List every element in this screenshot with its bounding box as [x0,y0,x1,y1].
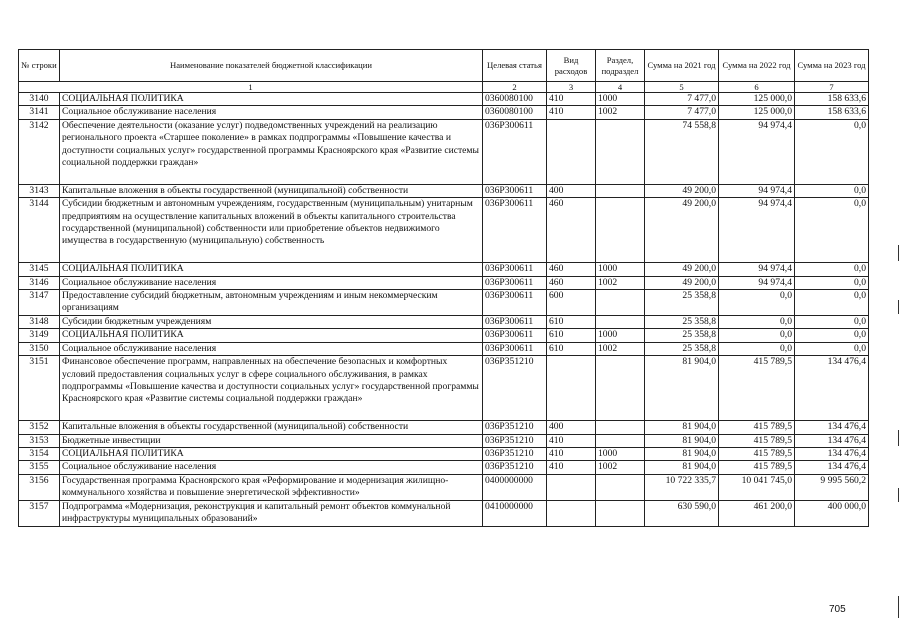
sum-2022: 0,0 [719,290,795,316]
target-article: 036P300611 [483,342,547,355]
sum-2021: 81 904,0 [645,356,719,421]
table-row [19,263,869,276]
sum-2022: 415 789,5 [719,434,795,447]
expense-type: 460 [547,276,596,289]
target-article: 036P351210 [483,448,547,461]
sum-2022: 94 974,4 [719,276,795,289]
row-name: Предоставление субсидий бюджетным, автономным учреждениям и иным некоммерческим организациям [60,290,483,316]
row-name: Подпрограмма «Модернизация, реконструкция и капитальный ремонт объектов коммунальной инфраструктуры муниципальных образований» [60,500,483,526]
table-row [19,316,869,329]
section-subsection [596,198,645,263]
scan-edge-mark [898,430,899,446]
expense-type [547,500,596,526]
row-number: 3148 [19,316,60,329]
target-article: 0400000000 [483,474,547,500]
sum-2023: 0,0 [795,119,869,184]
sum-2023: 0,0 [795,342,869,355]
scan-edge-mark [898,596,899,618]
target-article: 036P300611 [483,119,547,184]
sum-2022: 0,0 [719,329,795,342]
row-number: 3146 [19,276,60,289]
row-name: СОЦИАЛЬНАЯ ПОЛИТИКА [60,329,483,342]
expense-type: 400 [547,184,596,197]
expense-type: 610 [547,329,596,342]
table-row [19,184,869,197]
table-row [19,329,869,342]
sum-2021: 49 200,0 [645,276,719,289]
header-name: Наименование показателей бюджетной классификации [60,50,483,82]
expense-type: 460 [547,198,596,263]
row-number: 3150 [19,342,60,355]
row-number: 3153 [19,434,60,447]
header-sum-2022: Сумма на 2022 год [719,50,795,82]
row-name: Социальное обслуживание населения [60,342,483,355]
section-subsection [596,421,645,434]
target-article: 036P300611 [483,290,547,316]
header-vid: Вид расходов [547,50,596,82]
sum-2022: 415 789,5 [719,448,795,461]
target-article: 0360080100 [483,106,547,119]
section-subsection [596,316,645,329]
row-name: Капитальные вложения в объекты государственной (муниципальной) собственности [60,184,483,197]
expense-type [547,474,596,500]
header-row [19,50,869,82]
table-row [19,106,869,119]
column-number: 3 [547,82,596,93]
section-subsection [596,474,645,500]
table-row [19,434,869,447]
expense-type [547,356,596,421]
sum-2021: 81 904,0 [645,448,719,461]
section-subsection: 1000 [596,93,645,106]
expense-type: 410 [547,434,596,447]
target-article: 036P351210 [483,434,547,447]
target-article: 036P300611 [483,329,547,342]
sum-2021: 10 722 335,7 [645,474,719,500]
target-article: 0410000000 [483,500,547,526]
row-name: СОЦИАЛЬНАЯ ПОЛИТИКА [60,448,483,461]
table-row [19,461,869,474]
header-sum-2021: Сумма на 2021 год [645,50,719,82]
row-name: Бюджетные инвестиции [60,434,483,447]
sum-2023: 0,0 [795,184,869,197]
row-name: Субсидии бюджетным учреждениям [60,316,483,329]
row-number: 3142 [19,119,60,184]
section-subsection [596,184,645,197]
expense-type: 400 [547,421,596,434]
section-subsection: 1000 [596,263,645,276]
target-article: 0360080100 [483,93,547,106]
sum-2022: 0,0 [719,342,795,355]
row-number: 3143 [19,184,60,197]
section-subsection [596,434,645,447]
sum-2021: 7 477,0 [645,93,719,106]
table-row [19,290,869,316]
row-name: Капитальные вложения в объекты государственной (муниципальной) собственности [60,421,483,434]
sum-2021: 49 200,0 [645,184,719,197]
column-number: 4 [596,82,645,93]
sum-2021: 74 558,8 [645,119,719,184]
expense-type: 410 [547,106,596,119]
target-article: 036P351210 [483,421,547,434]
column-number: 7 [795,82,869,93]
sum-2021: 25 358,8 [645,290,719,316]
target-article: 036P300611 [483,198,547,263]
row-number: 3147 [19,290,60,316]
row-number: 3157 [19,500,60,526]
sum-2023: 134 476,4 [795,448,869,461]
row-name: Обеспечение деятельности (оказание услуг) подведомственных учреждений на реализацию регионального проекта «Старшее поколение» в рамках подпрограммы «Повышение качества и доступности социальных услуг» государственной программы Красноярского края «Развитие системы социальной поддержки граждан» [60,119,483,184]
table-body [19,93,869,527]
table-row [19,119,869,184]
row-number: 3154 [19,448,60,461]
sum-2022: 415 789,5 [719,421,795,434]
expense-type: 460 [547,263,596,276]
row-number: 3155 [19,461,60,474]
target-article: 036P351210 [483,356,547,421]
section-subsection: 1002 [596,342,645,355]
sum-2021: 49 200,0 [645,263,719,276]
table-row [19,474,869,500]
column-number: 5 [645,82,719,93]
row-number: 3145 [19,263,60,276]
sum-2023: 0,0 [795,290,869,316]
row-name: Субсидии бюджетным и автономным учреждениям, государственным (муниципальным) унитарным предприятиям на осуществление капитальных вложений в объекты капитального строительства государственной (муниципальной) собственности или приобретение объектов недвижимого имущества в государственную (муниципальную) собственность [60,198,483,263]
sum-2021: 25 358,8 [645,329,719,342]
section-subsection: 1000 [596,448,645,461]
sum-2022: 125 000,0 [719,93,795,106]
scan-edge-mark [898,245,899,261]
sum-2023: 0,0 [795,276,869,289]
table-row [19,198,869,263]
section-subsection: 1002 [596,276,645,289]
row-name: Социальное обслуживание населения [60,106,483,119]
scan-edge-mark [898,300,899,314]
column-number: 1 [19,82,483,93]
sum-2022: 125 000,0 [719,106,795,119]
column-number: 2 [483,82,547,93]
header-razd: Раздел, подраздел [596,50,645,82]
sum-2023: 9 995 560,2 [795,474,869,500]
target-article: 036P300611 [483,263,547,276]
sum-2023: 0,0 [795,263,869,276]
section-subsection [596,356,645,421]
row-name: Социальное обслуживание населения [60,461,483,474]
sum-2021: 81 904,0 [645,434,719,447]
row-name: СОЦИАЛЬНАЯ ПОЛИТИКА [60,263,483,276]
sum-2023: 134 476,4 [795,434,869,447]
header-code: Целевая статья [483,50,547,82]
table-row [19,276,869,289]
table-row [19,356,869,421]
sum-2021: 81 904,0 [645,461,719,474]
row-name: Социальное обслуживание населения [60,276,483,289]
section-subsection: 1000 [596,329,645,342]
column-number-row [19,82,869,93]
sum-2022: 94 974,4 [719,184,795,197]
section-subsection: 1002 [596,461,645,474]
row-number: 3156 [19,474,60,500]
sum-2022: 415 789,5 [719,356,795,421]
row-number: 3140 [19,93,60,106]
sum-2022: 10 041 745,0 [719,474,795,500]
expense-type: 610 [547,316,596,329]
sum-2023: 134 476,4 [795,461,869,474]
section-subsection [596,119,645,184]
row-number: 3144 [19,198,60,263]
expense-type: 600 [547,290,596,316]
sum-2023: 158 633,6 [795,93,869,106]
row-name: Государственная программа Красноярского края «Реформирование и модернизация жилищно-коммунального хозяйства и повышение энергетической эффективности» [60,474,483,500]
target-article: 036P300611 [483,184,547,197]
sum-2021: 630 590,0 [645,500,719,526]
sum-2021: 49 200,0 [645,198,719,263]
table-row [19,93,869,106]
sum-2023: 134 476,4 [795,421,869,434]
row-number: 3152 [19,421,60,434]
sum-2021: 25 358,8 [645,342,719,355]
sum-2023: 0,0 [795,198,869,263]
sum-2023: 0,0 [795,329,869,342]
sum-2022: 94 974,4 [719,263,795,276]
row-name: СОЦИАЛЬНАЯ ПОЛИТИКА [60,93,483,106]
sum-2023: 134 476,4 [795,356,869,421]
sum-2023: 400 000,0 [795,500,869,526]
table-row [19,342,869,355]
expense-type: 410 [547,93,596,106]
section-subsection [596,290,645,316]
section-subsection: 1002 [596,106,645,119]
sum-2022: 94 974,4 [719,198,795,263]
table-row [19,421,869,434]
sum-2022: 0,0 [719,316,795,329]
sum-2021: 25 358,8 [645,316,719,329]
column-number: 6 [719,82,795,93]
target-article: 036P300611 [483,276,547,289]
sum-2022: 94 974,4 [719,119,795,184]
sum-2022: 415 789,5 [719,461,795,474]
budget-table [18,49,869,527]
row-number: 3149 [19,329,60,342]
sum-2023: 0,0 [795,316,869,329]
sum-2021: 7 477,0 [645,106,719,119]
header-sum-2023: Сумма на 2023 год [795,50,869,82]
sum-2021: 81 904,0 [645,421,719,434]
page-number: 705 [829,604,846,615]
table-row [19,500,869,526]
row-number: 3141 [19,106,60,119]
sum-2023: 158 633,6 [795,106,869,119]
sum-2022: 461 200,0 [719,500,795,526]
expense-type: 410 [547,461,596,474]
row-name: Финансовое обеспечение программ, направленных на обеспечение безопасных и комфортных условий предоставления социальных услуг в сфере социального обслуживания, в рамках подпрограммы «Повышение качества и доступности социальных услуг» государственной программы Красноярского края «Развитие системы социальной поддержки граждан» [60,356,483,421]
scan-edge-mark [898,488,899,502]
table-row [19,448,869,461]
row-number: 3151 [19,356,60,421]
target-article: 036P300611 [483,316,547,329]
section-subsection [596,500,645,526]
target-article: 036P351210 [483,461,547,474]
expense-type: 610 [547,342,596,355]
expense-type [547,119,596,184]
expense-type: 410 [547,448,596,461]
header-num: № строки [19,50,60,82]
